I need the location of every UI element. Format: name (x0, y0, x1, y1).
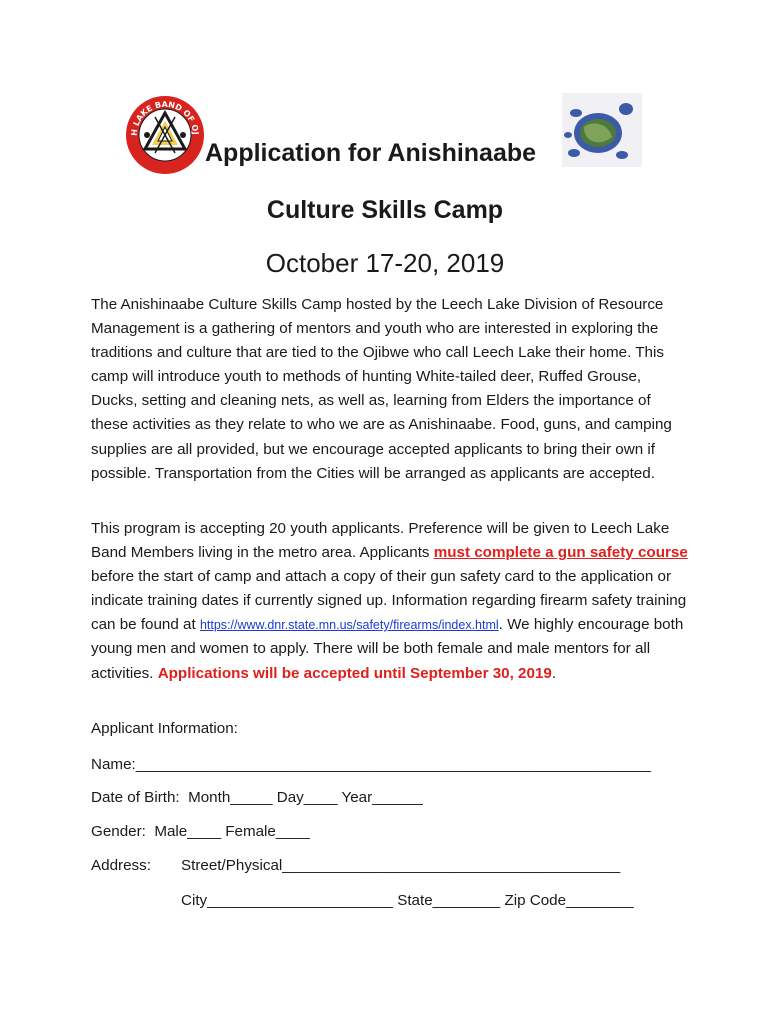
name-field[interactable]: Name:_____________________________________________________________ (91, 756, 651, 773)
address-row (91, 857, 621, 874)
address-label: Address: (91, 857, 151, 874)
intro-paragraph: The Anishinaabe Culture Skills Camp hosted by the Leech Lake Division of Resource Management is a gathering of mentors and youth who are interested in exploring the traditions and culture that are tied to the Ojibwe who call Leech Lake their home. This camp will introduce youth to methods of hunting White-tailed deer, Ruffed Grouse, Ducks, setting and cleaning nets, as well as, learning from Elders the importance of these activities as they relate to who we are as Anishinaabe. Food, guns, and camping supplies are all provided, but we encourage accepted applicants to bring their own if possible. Transportation from the Cities will be arranged as applicants are accepted. (91, 296, 672, 482)
application-deadline: Applications will be accepted until September 30, 2019 (157, 664, 552, 682)
title-line-1: Application for Anishinaabe (205, 139, 537, 167)
turtle-logo (562, 93, 642, 167)
applicant-info-heading: Applicant Information: (91, 720, 238, 737)
leech-lake-band-logo (125, 95, 205, 175)
gender-field[interactable]: Gender: Male____ Female____ (91, 823, 310, 840)
program-paragraph (91, 517, 691, 686)
city-state-zip-field[interactable]: City______________________ State________ Zip Code________ (181, 892, 634, 909)
date-of-birth-field[interactable]: Date of Birth: Month_____ Day____ Year______ (91, 789, 423, 806)
program-text-3: . We highly encourage both young men and women to apply. There will be both female and male mentors for all activities. (91, 616, 684, 682)
gun-safety-requirement: must complete a gun safety course (433, 544, 688, 562)
firearm-safety-link[interactable]: https://www.dnr.state.mn.us/safety/firearms/index.html (199, 618, 499, 633)
logo-text: H LAKE BAND OF OJ (129, 99, 201, 137)
program-text-4: . (551, 664, 557, 682)
event-dates: October 17-20, 2019 (265, 248, 505, 278)
program-text-1: This program is accepting 20 youth applicants. Preference will be given to Leech Lake Band Members living in the metro area. Applicants (91, 520, 670, 562)
program-text-2: before the start of camp and attach a copy of their gun safety card to the application or indicate training dates if currently signed up. Information regarding firearm safety training can be found at (91, 568, 687, 634)
title-line-2: Culture Skills Camp (266, 196, 504, 224)
street-field[interactable]: Street/Physical________________________________________ (181, 857, 621, 874)
